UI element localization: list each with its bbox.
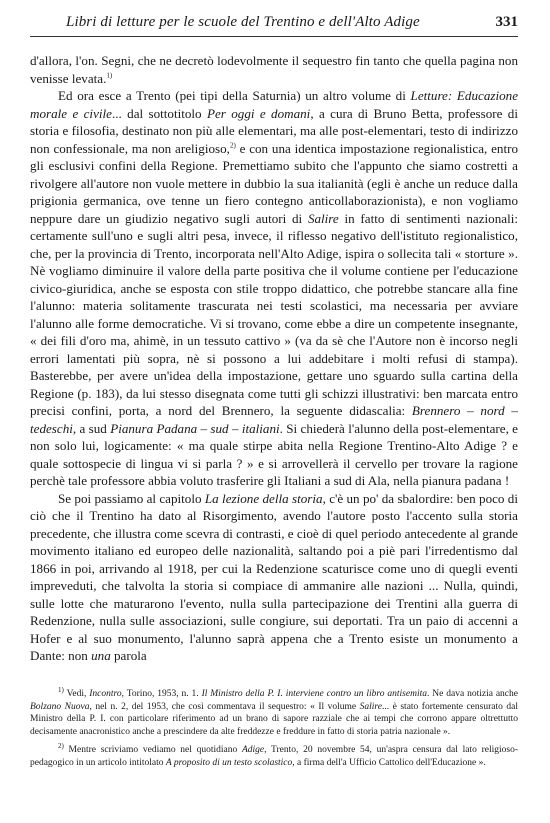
- footnote-text: Vedi,: [63, 689, 90, 699]
- footnote-ref-2: 2): [229, 141, 236, 150]
- footnote-2: [30, 744, 518, 769]
- paragraph-2-text: e con una identica impostazione regionalistica, entro gli esclusivi confini della Regione. Premettiamo subito che l'appunto che siamo costretti a rivolgere all'autore non vuole mettere in dubbio la sua italianità (egli è anche un reduce dalla prigionia germanica, ove tenne un fiero contegno anticollaborazionista), e non vogliamo neppure dare un giudizio negativo sugli autori di: [30, 140, 518, 226]
- paragraph-2-text: , a cura di Bruno Betta, professore di storia e filosofia, destinato non più alle elementari, ma alle post-elementari, testo di indirizzo non confessionale, ma non areligioso,: [30, 105, 518, 156]
- footnote-italic: Bolzano Nuova: [30, 701, 90, 712]
- footnotes: [30, 685, 518, 770]
- footnote-text: , a firma dell'a Ufficio Cattolico dell'Educazione ».: [292, 757, 486, 768]
- paragraph-3-text: , c'è un po' da sbalordire: ben poco di ciò che il Trentino ha dato al Risorgimento, avendo l'autore posto l'accento sulla storia precedente, che illustra come scevra di contrasti, e cioè di quel periodo antecedente al grande movimento italiano ed europeo delle nazionalità, saltando poi a piè pari l'irredentismo dal 1866 in poi, arrivando al 1918, per cui la Redenzione scaturisce come uno di quegli eventi impreveduti, che talvolta la storia si compiace di ammanire alle nazioni ... Nulla, quindi, sulle lotte che maturarono l'evento, nulla sulla partecipazione dei Trentini alla guerra di Redenzione, nulla sulle associazioni, sulle congiure, sui deportati. Tra un paio di accenni a Hofer e al suo monumento, l'alunno saprà appena che a Trento esiste un monumento a Dante: non: [30, 490, 518, 663]
- footnote-italic: A proposito di un testo scolastico: [165, 757, 293, 768]
- paragraph-3-text: Se poi passiamo al capitolo: [58, 490, 205, 506]
- book-title-salire: Salire: [307, 210, 339, 226]
- paragraph-3-text: parola: [110, 648, 147, 663]
- chapter-title-italic: La lezione della storia: [204, 490, 323, 506]
- paragraph-1-text: d'allora, l'on. Segni, che ne decretò lodevolmente il sequestro fin tanto che quella pagina non venisse levata.: [30, 53, 518, 86]
- footnote-text: , Torino, 1953, n. 1.: [121, 689, 202, 699]
- main-text: [30, 52, 518, 665]
- paragraph-3: [30, 490, 518, 665]
- emphasis-italic: una: [91, 648, 111, 663]
- subtitle-italic: Per oggi e domani: [206, 105, 311, 121]
- paragraph-2-text: Ed ora esce a Trento (pei tipi della Saturnia) un altro volume di: [58, 88, 411, 103]
- map-caption-south: Pianura Padana – sud – italiani: [110, 420, 280, 436]
- footnote-mark-2: 2): [58, 742, 64, 751]
- page-header: [30, 12, 518, 37]
- footnote-mark-1: 1): [58, 685, 64, 694]
- page-number: 331: [495, 14, 518, 30]
- footnote-text: Mentre scriviamo vediamo nel quotidiano: [63, 745, 242, 756]
- paragraph-2-text: ... dal sottotitolo: [111, 105, 207, 121]
- paragraph-2: [30, 87, 518, 490]
- footnote-text: , Trento, 20 novembre 54, un'aspra censura dal lato religioso-pedagogico in un articolo intitolato: [30, 745, 518, 768]
- footnote-italic: Incontro: [89, 689, 122, 699]
- footnote-ref-1: 1): [106, 71, 113, 80]
- footnote-italic: Adige: [241, 745, 265, 756]
- footnote-1: [30, 685, 518, 738]
- running-title: Libri di letture per le scuole del Trentino e dell'Alto Adige: [66, 14, 420, 30]
- footnote-text: , nel n. 2, del 1953, che così commentava il sequestro: « Il volume: [89, 701, 360, 712]
- footnote-text: . Ne dava notizia anche: [426, 689, 518, 699]
- book-title-letture: Letture: Educazione morale e civile: [30, 88, 519, 121]
- footnote-italic: Il Ministro della P. I. interviene contro un libro antisemita: [201, 689, 427, 699]
- paragraph-1: [30, 52, 518, 87]
- footnote-text: ... è stato fortemente censurato dal Ministro della P. I. con particolare riferimento ad un brano di sapore razziale che ai tempi che corrono appare oltrettutto decisamente anacronistico anche a prescindere da alte freddezze e freddure in fatto di storia patria nazionale ».: [30, 701, 518, 737]
- map-caption-north: Brennero – nord – tedeschi: [30, 403, 518, 436]
- paragraph-2-text: in fatto di sentimenti nazionali: certamente sull'uno e sugli altri pesa, invece, il riflesso negativo dell'istituto regionalistico, che, per la provincia di Trento, incorporata nell'Alto Adige, ispira o sollecita tali « storture ». Nè vogliamo diminuire il valore della parte positiva che il volume contiene per l'educazione civico-giuridica, anche se esposta con stile troppo didattico, che potrebbe stancare alla fine l'alunno: materia solitamente trascurata nei testi scolastici, ma necessaria per avviare l'alunno alle forme democratiche. Vi si trovano, come ebbe a dire un competente insegnante, « dei fili d'oro ma, ahimè, in un tessuto cattivo » (va da sè che l'Autore non è incorso negli errori lamentati più sopra, nè si possono a lui addebitare i molti refusi di stampa). Basterebbe, per avere un'idea della impostazione, gettare uno sguardo sulla cartina della Regione (p. 183), da lui stesso disegnata come tutti gli schizzi illustrativi: ben marcata entro precisi confini, porta, a nord del Brennero, la seguente didascalia:: [30, 210, 518, 418]
- paragraph-2-text: . Si chiederà l'alunno della post-elementare, e non solo lui, logicamente: « ma quale stirpe abita nella Regione Trentino-Alto Adige ? e quale sottospecie di lingua vi si parla ? » e si arrovellerà il cervello per trovare la ragione perchè tale professore abbia voluto trasferire gli Italiani a sud di Ala, nella pianura padana !: [30, 420, 518, 488]
- footnote-italic: Salire: [359, 701, 382, 712]
- paragraph-2-text: , a sud: [72, 420, 111, 436]
